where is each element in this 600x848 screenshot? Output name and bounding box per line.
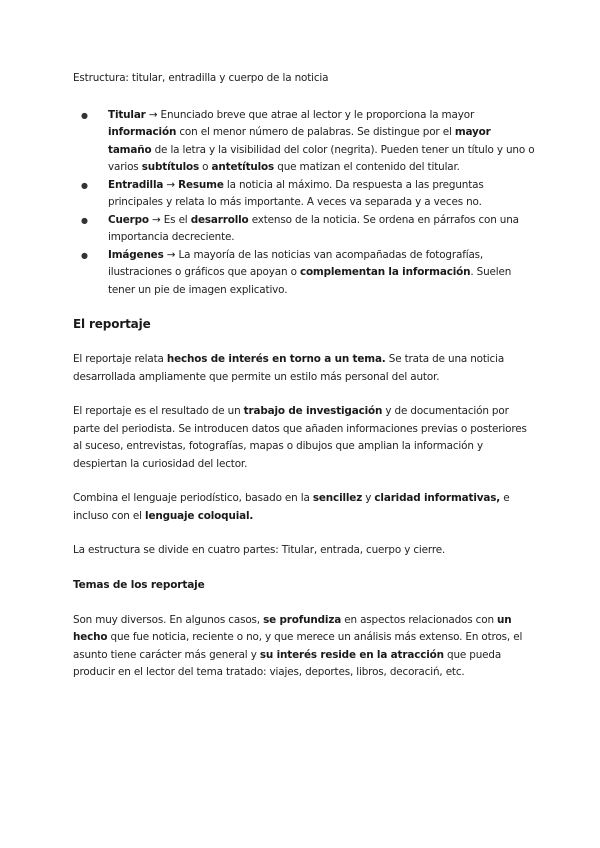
- list-item-entradilla: ● Entradilla → Resume la noticia al máximo. Da respuesta a las preguntas principales y relata lo más importante. A veces va separada y a veces no.: [108, 177, 535, 212]
- paragraph-reportaje-3: Combina el lenguaje periodístico, basado en la sencillez y claridad informativas, e incluso con el lenguaje coloquial.: [73, 492, 510, 522]
- paragraph-reportaje-4: La estructura se divide en cuatro partes: Titular, entrada, cuerpo y cierre.: [73, 544, 446, 556]
- paragraph-reportaje-1: El reportaje relata hechos de interés en torno a un tema. Se trata de una noticia desarrollada ampliamente que permite un estilo más personal del autor.: [73, 353, 505, 383]
- section-heading-reportaje: El reportaje: [73, 317, 151, 331]
- term-entradilla: Entradilla: [108, 178, 164, 191]
- term-cuerpo: Cuerpo: [108, 213, 149, 226]
- paragraph-reportaje-2: El reportaje es el resultado de un trabajo de investigación y de documentación por parte del periodista. Se introducen datos que añaden informaciones previas o posteriores al suceso, entrevistas, fotografías, mapas o dibujos que amplian la información y despiertan la curiosidad del lector.: [73, 405, 527, 470]
- list-item-cuerpo: ● Cuerpo → Es el desarrollo extenso de la noticia. Se ordena en párrafos con una importancia decreciente.: [108, 212, 535, 247]
- term-imagenes: Imágenes: [108, 248, 164, 261]
- list-item-imagenes: ● Imágenes → La mayoría de las noticias van acompañadas de fotografías, ilustraciones o gráficos que apoyan o complementan la información. Suelen tener un pie de imagen explicativo.: [108, 247, 535, 300]
- sub-heading-temas: Temas de los reportaje: [73, 578, 205, 591]
- intro-line: Estructura: titular, entradilla y cuerpo de la noticia: [73, 72, 329, 84]
- list-item-titular: ● Titular → Enunciado breve que atrae al lector y le proporciona la mayor información con el menor número de palabras. Se distingue por el mayor tamaño de la letra y la visibilidad del color (negrita). Pueden tener un título y uno o varios subtítulos o antetítulos que matizan el contenido del titular.: [108, 107, 535, 177]
- structure-list: [73, 107, 535, 300]
- paragraph-temas-1: Son muy diversos. En algunos casos, se profundiza en aspectos relacionados con un hecho que fue noticia, reciente o no, y que merece un análisis más extenso. En otros, el asunto tiene carácter más general y su interés reside en la atracción que pueda producir en el lector del tema tratado: viajes, deportes, libros, decoraciń, etc.: [73, 613, 523, 678]
- term-titular: Titular: [108, 108, 146, 121]
- document-page: [73, 70, 535, 699]
